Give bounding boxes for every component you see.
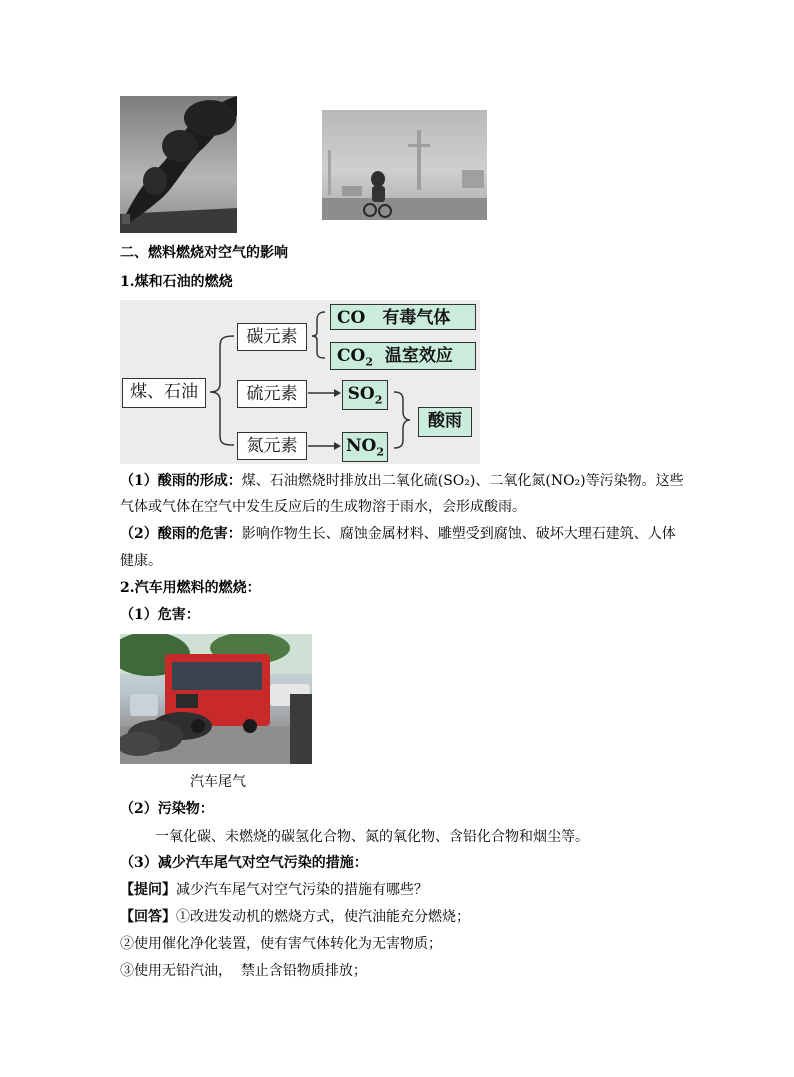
section-heading: 二、燃料燃烧对空气的影响 bbox=[120, 245, 288, 261]
acid-rain-formation-text1: 煤、石油燃烧时排放出二氧化硫(SO₂)、二氧化氮(NO₂)等污染物。这些 bbox=[241, 473, 684, 489]
smog-cyclist-illustration bbox=[322, 110, 487, 220]
diagram-sulfur-box: 硫元素 bbox=[237, 380, 307, 408]
answer-tag: 【回答】 bbox=[120, 909, 176, 925]
bus-exhaust-photo bbox=[120, 634, 312, 764]
acid-rain-harm-label: （2）酸雨的危害： bbox=[120, 526, 242, 542]
diagram-source-box: 煤、石油 bbox=[122, 378, 206, 408]
question-line bbox=[120, 880, 428, 900]
so2-formula: SO bbox=[347, 384, 375, 404]
acid-rain-harm-line2: 健康。 bbox=[120, 553, 162, 569]
diagram-carbon-box: 碳元素 bbox=[237, 323, 307, 351]
bus-exhaust-illustration bbox=[120, 634, 312, 764]
subsection-title-coal-oil: 1.煤和石油的燃烧 bbox=[120, 274, 233, 290]
answer-item-2: ②使用催化净化装置，使有害气体转化为无害物质； bbox=[120, 936, 442, 952]
answer-item-3: ③使用无铅汽油， 禁止含铅物质排放； bbox=[120, 963, 367, 979]
measures-label: （3）减少汽车尾气对空气污染的措施： bbox=[120, 855, 368, 871]
pollutants-label: （2）污染物： bbox=[120, 801, 214, 817]
diagram-nitrogen-box: 氮元素 bbox=[237, 432, 307, 460]
co2-formula: CO bbox=[337, 346, 366, 366]
chimney-smoke-illustration bbox=[120, 96, 237, 233]
diagram-acid-rain-box: 酸雨 bbox=[418, 407, 472, 437]
acid-rain-formation-label: （1）酸雨的形成： bbox=[120, 473, 242, 489]
chimney-smoke-photo bbox=[120, 96, 237, 233]
answer-item-1: ①改进发动机的燃烧方式，使汽油能充分燃烧； bbox=[176, 909, 470, 925]
co2-description: 温室效应 bbox=[384, 346, 453, 366]
diagram-connectors bbox=[120, 300, 480, 464]
question-text: 减少汽车尾气对空气污染的措施有哪些？ bbox=[176, 882, 428, 898]
question-tag: 【提问】 bbox=[120, 882, 176, 898]
acid-rain-harm-text1: 影响作物生长、腐蚀金属材料、雕塑受到腐蚀、破坏大理石建筑、人体 bbox=[241, 526, 676, 542]
no2-subscript: 2 bbox=[376, 445, 384, 459]
acid-rain-harm-line1 bbox=[120, 524, 676, 544]
acid-rain-formation-line2: 气体或气体在空气中发生反应后的生成物溶于雨水，会形成酸雨。 bbox=[120, 499, 526, 515]
so2-subscript: 2 bbox=[374, 393, 383, 407]
diagram-co-box: CO 有毒气体 bbox=[330, 304, 476, 330]
answer-line1 bbox=[120, 907, 470, 927]
harm-label: （1）危害： bbox=[120, 607, 200, 623]
co2-subscript: 2 bbox=[365, 355, 373, 369]
bus-photo-caption: 汽车尾气 bbox=[190, 774, 246, 790]
combustion-diagram bbox=[120, 300, 480, 464]
smog-cyclist-photo bbox=[322, 110, 487, 220]
subsection-title-vehicle: 2.汽车用燃料的燃烧： bbox=[120, 580, 261, 596]
acid-rain-formation-line1 bbox=[120, 471, 684, 491]
pollutants-text: 一氧化碳、未燃烧的碳氢化合物、氮的氧化物、含铅化合物和烟尘等。 bbox=[155, 829, 589, 845]
no2-formula: NO bbox=[345, 436, 377, 456]
